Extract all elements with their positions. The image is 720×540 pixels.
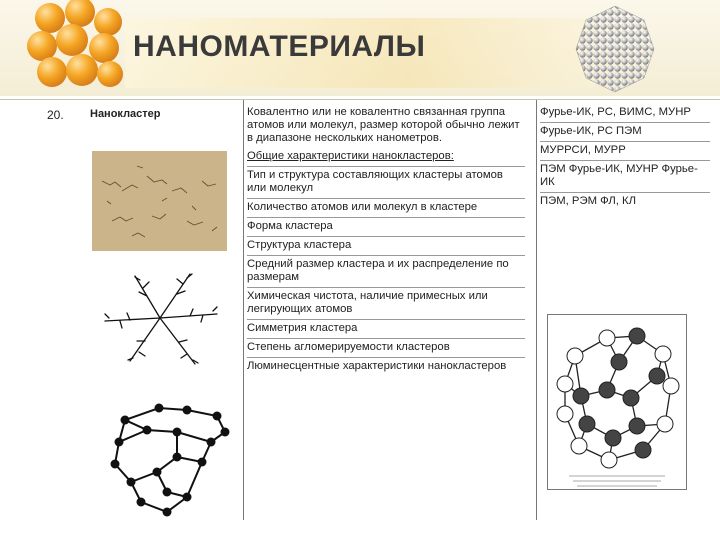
orange-cluster-icon [22,0,132,96]
header-divider [0,99,720,100]
page-title: НАНОМАТЕРИАЛЫ [133,30,426,63]
method-item: Фурье-ИК, РС ПЭМ [540,123,710,142]
characteristic-item: Средний размер кластера и их распределение по размерам [247,256,525,288]
row-number: 20. [47,108,64,122]
method-item: ПЭМ Фурье-ИК, МУНР Фурье-ИК [540,161,710,193]
characteristic-item: Степень агломерируемости кластеров [247,339,525,358]
microscope-photo [92,151,227,251]
characteristic-item: Люминесцентные характеристики нанокластеров [247,360,507,372]
method-item: МУРРСИ, МУРР [540,142,710,161]
method-item: Фурье-ИК, РС, ВИМС, МУНР [540,104,710,123]
material-name: Нанокластер [90,108,161,120]
description-intro: Ковалентно или не ковалентно связанная группа атомов или молекул, размер которой обычно лежит в диапазоне нескольких нанометров. [247,106,520,144]
nanoparticle-sphere-icon [572,2,658,96]
characteristic-item: Химическая чистота, наличие примесных или легирующих атомов [247,288,525,320]
molecular-cage-image [107,402,237,520]
fullerene-structure-image [547,314,687,490]
characteristic-item: Симметрия кластера [247,320,525,339]
column-divider [536,100,537,520]
characteristic-item: Количество атомов или молекул в кластере [247,199,525,218]
characteristic-item: Тип и структура составляющих кластеры атомов или молекул [247,167,525,199]
methods-column [540,104,710,211]
characteristic-item: Форма кластера [247,218,525,237]
description-column [247,104,525,376]
characteristic-item: Структура кластера [247,237,525,256]
characteristics-heading: Общие характеристики нанокластеров: [247,148,525,167]
method-item: ПЭМ, РЭМ ФЛ, КЛ [540,195,637,207]
dendritic-cluster-image [95,266,225,370]
column-divider [243,100,244,520]
